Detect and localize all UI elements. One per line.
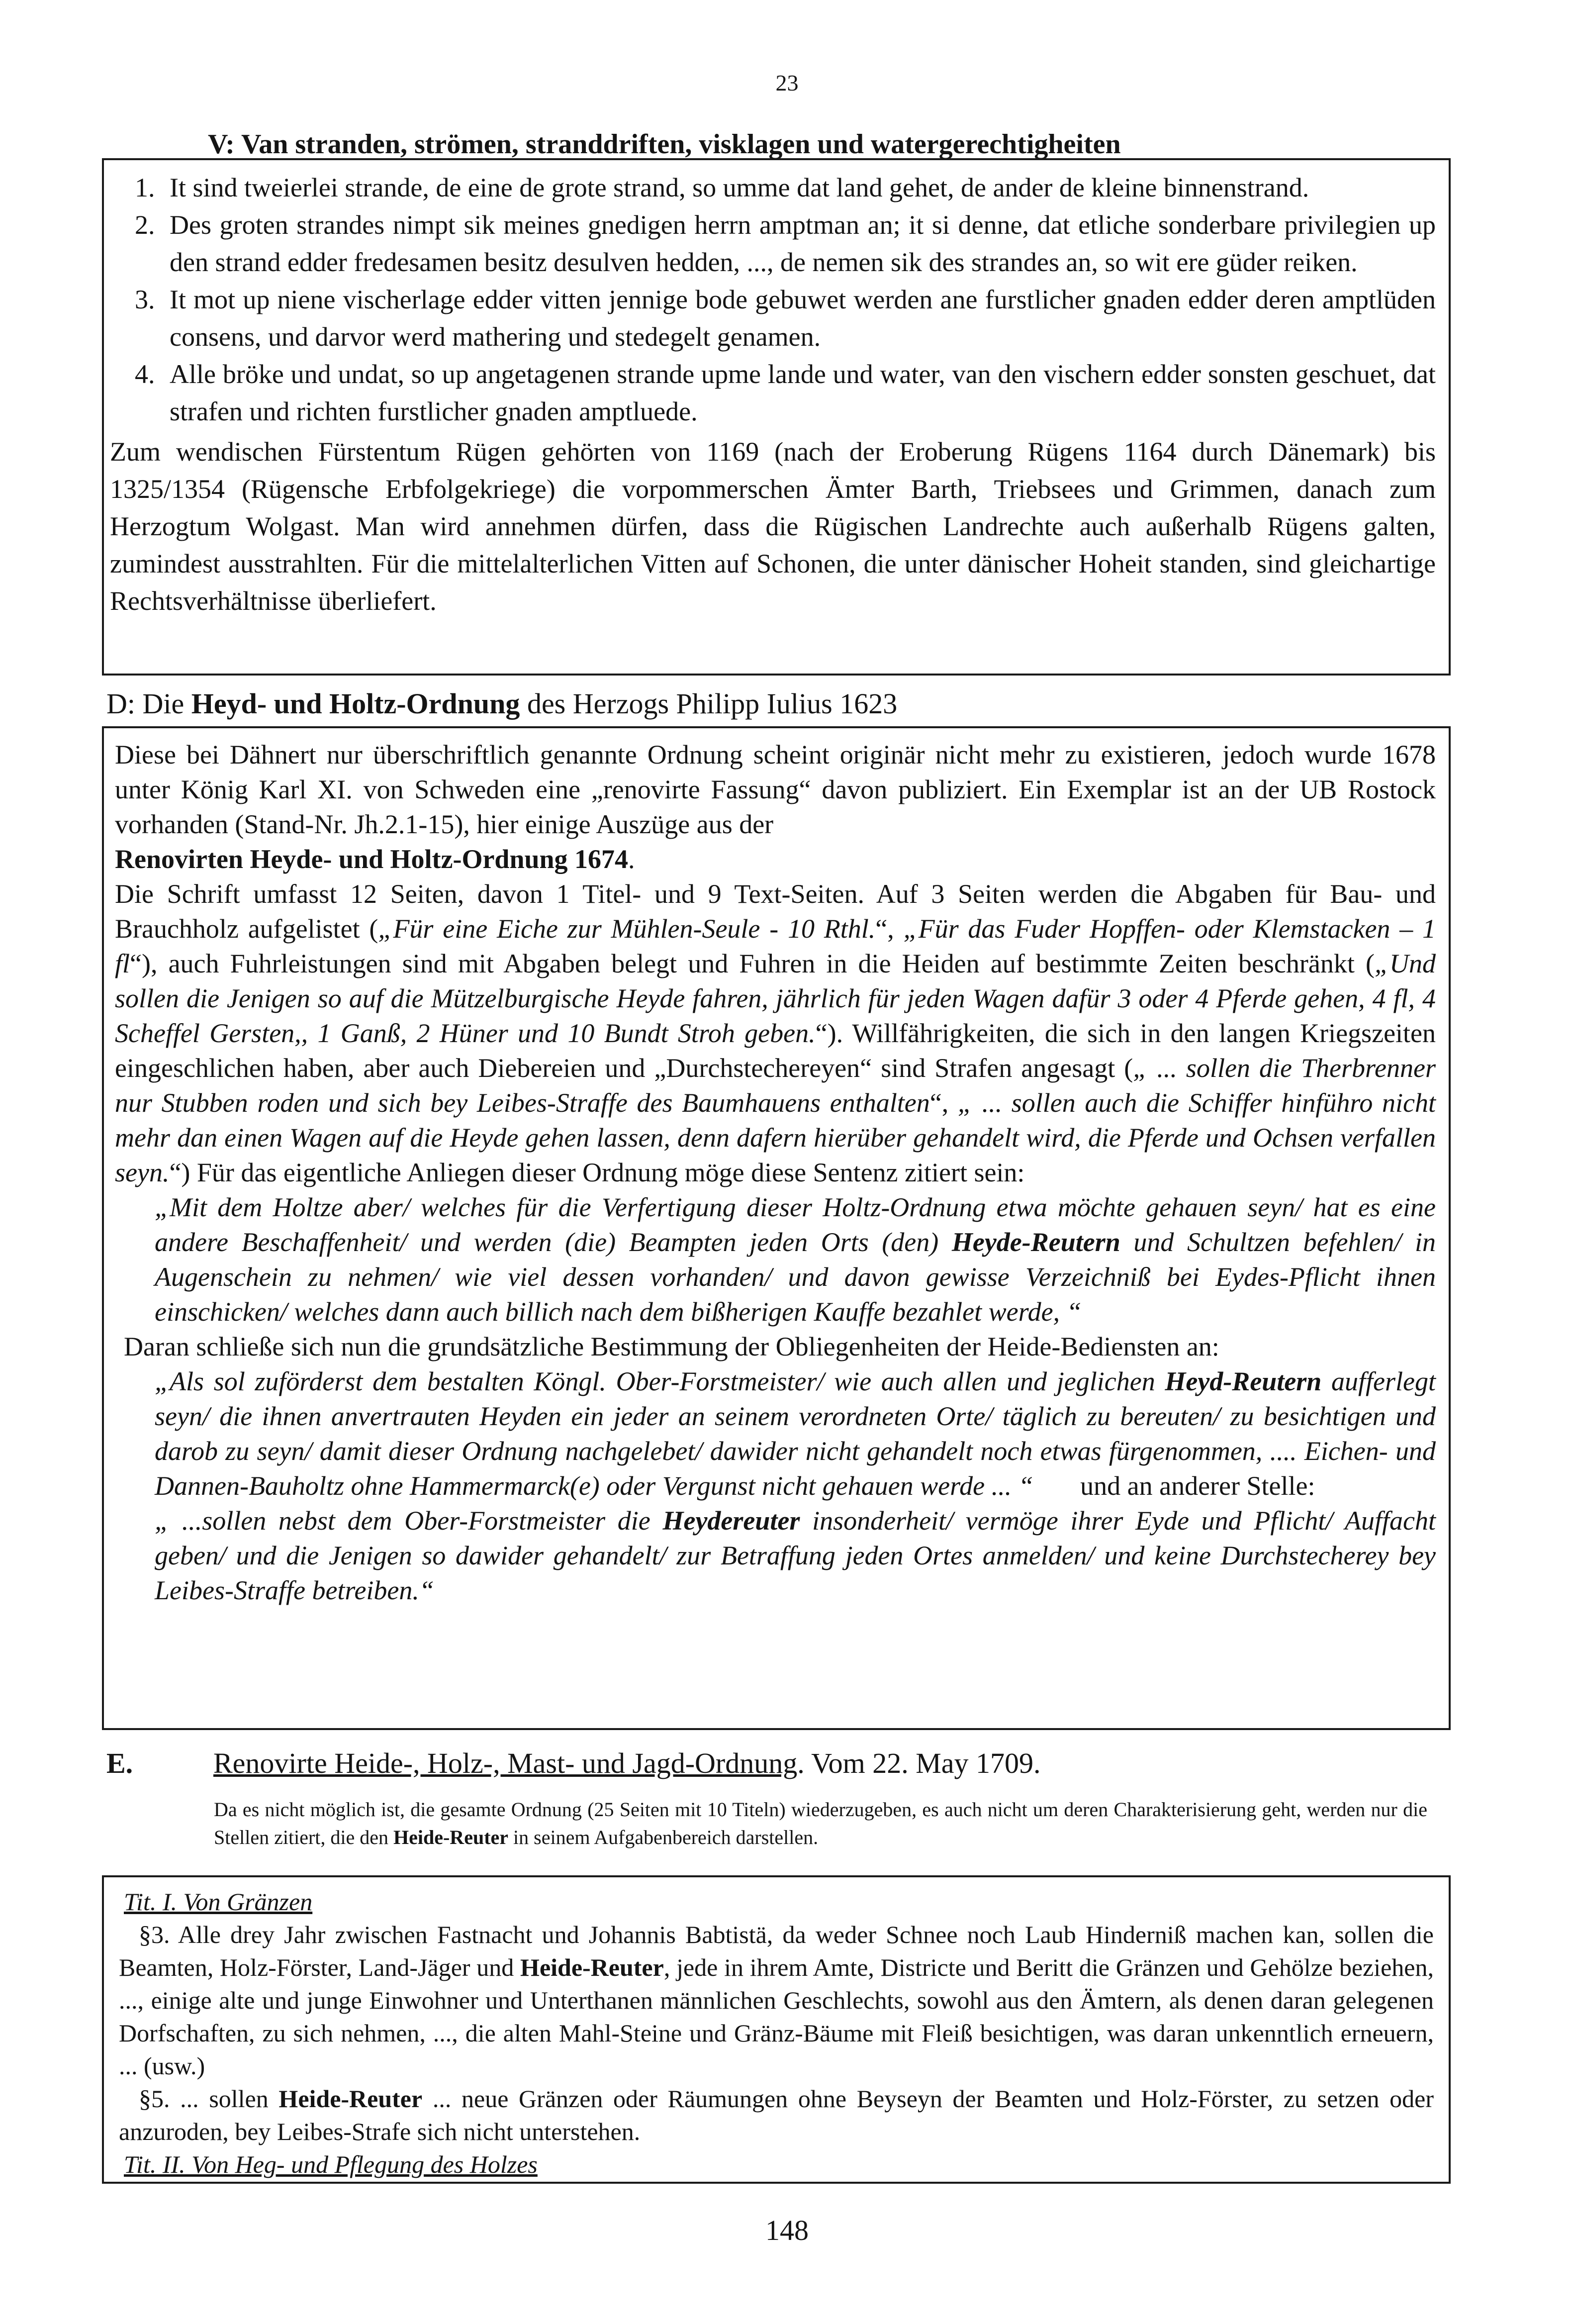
heading-prefix: D: Die: [106, 687, 191, 720]
section-e-letter: E.: [106, 1747, 133, 1779]
list-item-text: It sind tweierlei strande, de eine de grote strand, so umme dat land gehet, de ander de kleine binnenstrand.: [170, 173, 1309, 202]
heading-suffix: des Herzogs Philipp Iulius 1623: [520, 687, 898, 720]
list-item: [110, 281, 1436, 356]
section-d-intro: Diese bei Dähnert nur überschriftlich genannte Ordnung scheint originär nicht mehr zu existieren, jedoch wurde 1678 unter König Karl XI. von Schweden eine „renovirte Fassung“ davon publiziert. Ein Exemplar ist an der UB Rostock vorhanden (Stand-Nr. Jh.2.1-15), hier einige Auszüge aus der: [115, 740, 1436, 839]
section-e-title: Renovirte Heide-, Holz-, Mast- und Jagd-Ordnung: [213, 1747, 798, 1779]
list-item: [110, 356, 1436, 430]
section-v-heading: V: Van stranden, strömen, stranddriften, visklagen und watergerechtigheiten: [208, 129, 1121, 160]
title-1: Tit. I. Von Gränzen: [124, 1888, 313, 1916]
section-e-title-suffix: . Vom 22. May 1709.: [797, 1747, 1041, 1779]
section-v-box: [102, 158, 1451, 676]
section-v-note: Zum wendischen Fürstentum Rügen gehörten von 1169 (nach der Eroberung Rügens 1164 durch Dänemark) bis 1325/1354 (Rügensche Erbfolgekriege) die vorpommerschen Ämter Barth, Triebsees und Grimmen, danach zum Herzogtum Wolgast. Man wird annehmen dürfen, dass die Rügischen Landrechte auch außerhalb Rügens galten, zumindest ausstrahlten. Für die mittelalterlichen Vitten auf Schonen, die unter dänischer Hoheit standen, sind gleichartige Rechtsverhältnisse überliefert.: [110, 437, 1436, 616]
title-2: Tit. II. Von Heg- und Pflegung des Holzes: [124, 2150, 538, 2178]
section-v-list: [110, 169, 1436, 430]
list-item-number: 1.: [135, 173, 155, 202]
section-d-bold-title: Renovirten Heyde- und Holtz-Ordnung 1674: [115, 844, 629, 874]
list-item: [110, 206, 1436, 281]
list-item-text: It mot up niene vischerlage edder vitten jennige bode gebuwet werden ane furstlicher gnaden edder deren amptlüden consens, und darvor werd mathering und stedegelt genamen.: [170, 285, 1436, 352]
section-e-box: [102, 1875, 1451, 2184]
quote-3: „ ...sollen nebst dem Ober-Forstmeister die Heydereuter insonderheit/ vermöge ihrer Eyde und Pflicht/ Auffacht geben/ und die Jenigen so dawider gehandelt/ zur Betraffung jeden Ortes anmelden/ und keine Durchstecherey bey Leibes-Straffe betreiben.“: [155, 1506, 1436, 1605]
list-item-text: Alle bröke und undat, so up angetagenen strande upme lande und water, van den vischern edder sonsten geschuet, dat strafen und richten furstlicher gnaden amptluede.: [170, 359, 1436, 426]
section-e-heading: [106, 1743, 1041, 1783]
list-item-number: 4.: [135, 359, 155, 389]
list-item-number: 2.: [135, 210, 155, 240]
after-quote: Daran schließe sich nun die grundsätzliche Bestimmung der Obliegenheiten der Heide-Bediensten an:: [124, 1332, 1219, 1361]
quote-2: „Als sol zuförderst dem bestalten Köngl. Ober-Forstmeister/ wie auch allen und jeglichen Heyd-Reutern aufferlegt seyn/ die ihnen anvertrauten Heyden ein jeder an seinem verordneten Orte/ täglich zu bereuten/ zu besichtigen und darob zu seyn/ damit dieser Ordnung nachgelebet/ dawider nicht gehandelt noch etwas fürgenommen, .... Eichen- und Dannen-Bauholtz ohne Hammermarck(e) oder Vergunst nicht gehauen werde ... “ und an anderer Stelle:: [155, 1366, 1436, 1501]
list-item-number: 3.: [135, 285, 155, 314]
section-d-body: Die Schrift umfasst 12 Seiten, davon 1 Titel- und 9 Text-Seiten. Auf 3 Seiten werden die Abgaben für Bau- und Brauchholz aufgelistet („Für eine Eiche zur Mühlen-Seule - 10 Rthl.“, „Für das Fuder Hopffen- oder Klemstacken – 1 fl“), auch Fuhrleistungen sind mit Abgaben belegt und Fuhren in die Heiden auf bestimmte Zeiten beschränkt („Und sollen die Jenigen so auf die Mützelburgische Heyde fahren, jährlich für jeden Wagen dafür 3 oder 4 Pferde gehen, 4 fl, 4 Scheffel Gersten,, 1 Ganß, 2 Hüner und 10 Bundt Stroh geben.“). Willfährigkeiten, die sich in den langen Kriegszeiten eingeschlichen haben, aber auch Diebereien und „Durchstechereyen“ sind Strafen angesagt („ ... sollen die Therbrenner nur Stubben roden und sich bey Leibes-Straffe des Baumhauens enthalten“, „ ... sollen auch die Schiffer hinführo nicht mehr dan einen Wagen auf die Heyde gehen lassen, denn dafern hierüber gehandelt wird, die Pferde und Ochsen verfallen seyn.“) Für das eigentliche Anliegen dieser Ordnung möge diese Sentenz zitiert sein:: [115, 879, 1436, 1187]
quote-1: „Mit dem Holtze aber/ welches für die Verfertigung dieser Holtz-Ordnung etwa möchte gehauen seyn/ hat es eine andere Beschaffenheit/ und werden (die) Beampten jeden Orts (den) Heyde-Reutern und Schultzen befehlen/ in Augenschein zu nehmen/ wie viel dessen vorhanden/ und davon gewisse Verzeichniß bei Eydes-Pflicht ihnen einschicken/ welches dann auch billich nach dem bißherigen Kauffe bezahlet werde, “: [155, 1192, 1436, 1327]
heading-bold: Heyd- und Holtz-Ordnung: [191, 687, 520, 720]
list-item-text: Des groten strandes nimpt sik meines gnedigen herrn amptman an; it si denne, dat etliche sonderbare privilegien up den strand edder fredesamen besitz desulven hedden, ..., de nemen sik des strandes an, so wit ere güder reiken.: [170, 210, 1436, 277]
section-d-heading: [106, 684, 897, 724]
page-number-top: 23: [775, 70, 799, 96]
list-item: [110, 169, 1436, 206]
paragraph-3: §3. Alle drey Jahr zwischen Fastnacht und Johannis Babtistä, da weder Schnee noch Laub Hinderniß machen kan, sollen die Beamten, Holz-Förster, Land-Jäger und Heide-Reuter, jede in ihrem Amte, Districte und Beritt die Gränzen und Gehölze beziehen, ..., einige alte und junge Einwohner und Unterthanen männlichen Geschlechts, sowohl aus den Ämtern, als denen daran gelegenen Dorfschaften, zu sich nehmen, ..., die alten Mahl-Steine und Gränz-Bäume mit Fleiß besichtigen, was daran unkenntlich erneuern, ... (usw.): [119, 1921, 1434, 2080]
page-number-bottom: 148: [765, 2214, 809, 2246]
section-d-box: Diese bei Dähnert nur überschriftlich genannte Ordnung scheint originär nicht mehr zu existieren, jedoch wurde 1678 unter König Karl XI. von Schweden eine „renovirte Fassung“ davon publiziert. Ein Exemplar ist an der UB Rostock vorhanden (Stand-Nr. Jh.2.1-15), hier einige Auszüge aus der Renovirten Heyde- und Holtz-Ordnung 1674. Die Schrift umfasst 12 Seiten, davon 1 Titel- und 9 Text-Seiten. Auf 3 Seiten werden die Abgaben für Bau- und Brauchholz aufgelistet („Für eine Eiche zur Mühlen-Seule - 10 Rthl.“, „Für das Fuder Hopffen- oder Klemstacken – 1 fl“), auch Fuhrleistungen sind mit Abgaben belegt und Fuhren in die Heiden auf bestimmte Zeiten beschränkt („Und sollen die Jenigen so auf die Mützelburgische Heyde fahren, jährlich für jeden Wagen dafür 3 oder 4 Pferde gehen, 4 fl, 4 Scheffel Gersten,, 1 Ganß, 2 Hüner und 10 Bundt Stroh geben.“). Willfährigkeiten, die sich in den langen Kriegszeiten eingeschlichen haben, aber auch Diebereien und „Durchstechereyen“ sind Strafen angesagt („ ... sollen die Therbrenner nur Stubben roden und sich bey Leibes-Straffe des Baumhauens enthalten“, „ ... sollen auch die Schiffer hinführo nicht mehr dan einen Wagen auf die Heyde gehen lassen, denn dafern hierüber gehandelt wird, die Pferde und Ochsen verfallen seyn.“) Für das eigentliche Anliegen dieser Ordnung möge diese Sentenz zitiert sein: „Mit dem Holtze aber/ welches für die Verfertigung dieser Holtz-Ordnung etwa möchte gehauen seyn/ hat es eine andere Beschaffenheit/ und werden (die) Beampten jeden Orts (den) Heyde-Reutern und Schultzen befehlen/ in Augenschein zu nehmen/ wie viel dessen vorhanden/ und davon gewisse Verzeichniß bei Eydes-Pflicht ihnen einschicken/ welches dann auch billich nach dem bißherigen Kauffe bezahlet werde, “ Daran schließe sich nun die grundsätzliche Bestimmung der Obliegenheiten der Heide-Bediensten an: „Als sol zuförderst dem bestalten Köngl. Ober-Forstmeister/ wie auch allen und jeglichen Heyd-Reutern aufferlegt seyn/ die ihnen anvertrauten Heyden ein jeder an seinem verordneten Orte/ täglich zu bereuten/ zu besichtigen und darob zu seyn/ damit dieser Ordnung nachgelebet/ dawider nicht gehandelt noch etwas fürgenommen, .... Eichen- und Dannen-Bauholtz ohne Hammermarck(e) oder Vergunst nicht gehauen werde ... “ und an anderer Stelle: „ ...sollen nebst dem Ober-Forstmeister die Heydereuter insonderheit/ vermöge ihrer Eyde und Pflicht/ Auffacht geben/ und die Jenigen so dawider gehandelt/ zur Betraffung jeden Ortes anmelden/ und keine Durchstecherey bey Leibes-Straffe betreiben.“: [102, 726, 1451, 1730]
section-e-note: Da es nicht möglich ist, die gesamte Ordnung (25 Seiten mit 10 Titeln) wiederzugeben, es auch nicht um deren Charakterisierung geht, werden nur die Stellen zitiert, die den Heide-Reuter in seinem Aufgabenbereich darstellen.: [214, 1798, 1427, 1848]
paragraph-5: §5. ... sollen Heide-Reuter ... neue Gränzen oder Räumungen ohne Beyseyn der Beamten und Holz-Förster, zu setzen oder anzuroden, bey Leibes-Strafe sich nicht unterstehen.: [119, 2085, 1434, 2145]
